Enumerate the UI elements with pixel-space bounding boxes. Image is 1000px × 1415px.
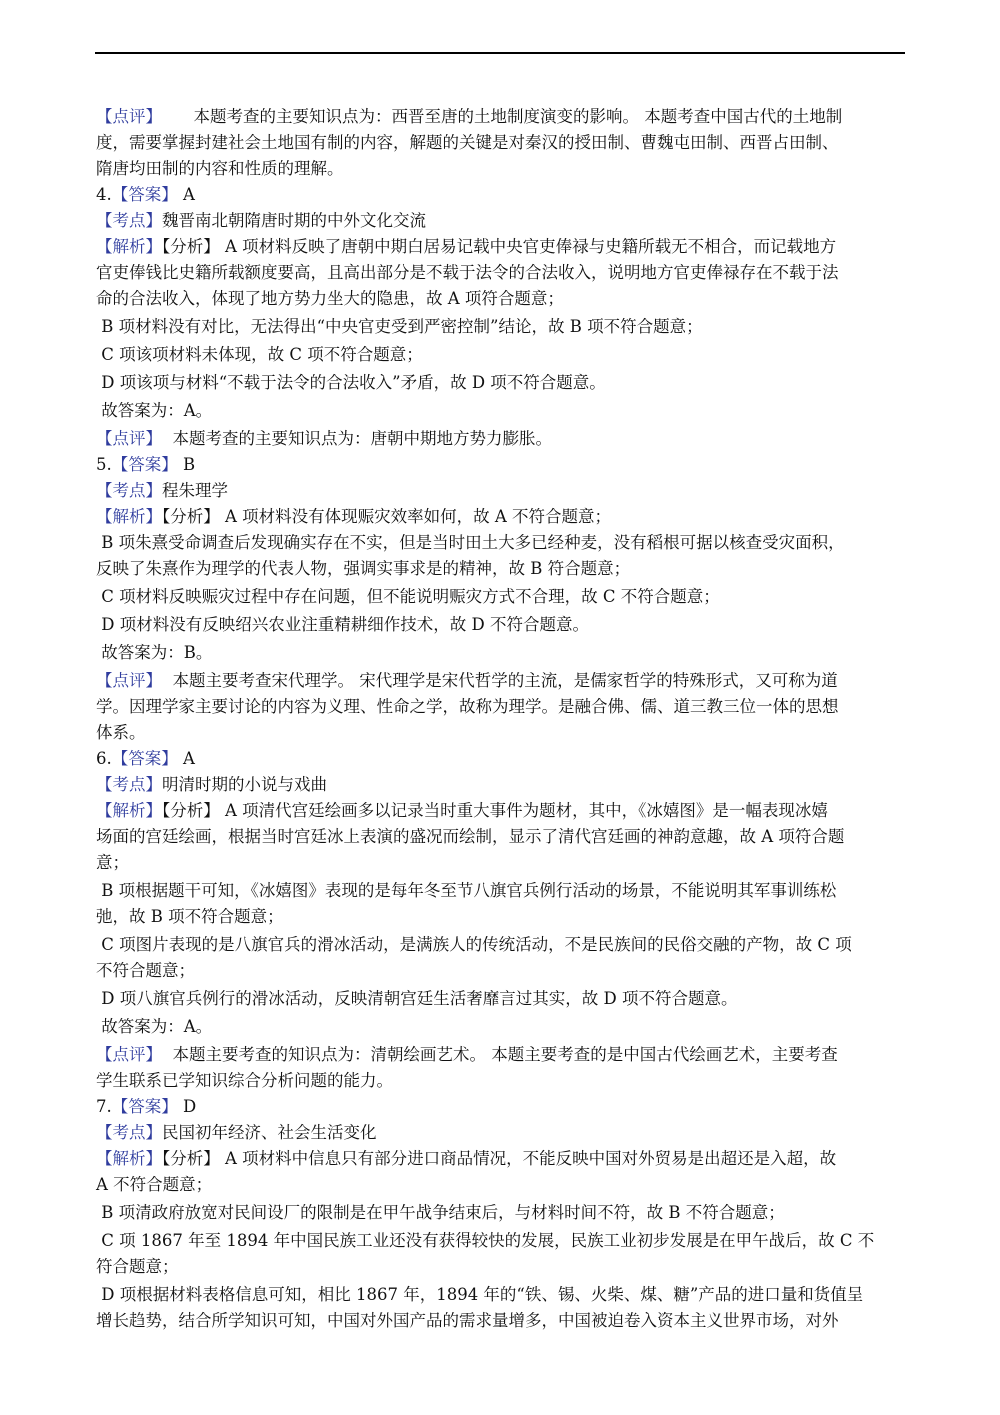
text-line: [96, 640, 896, 666]
line-text: 体系。: [96, 723, 146, 742]
text-line: [96, 314, 896, 340]
text-line: [96, 746, 896, 772]
text-line: [96, 1068, 896, 1094]
section-tag: 【考点】: [96, 481, 162, 500]
line-text: A: [177, 749, 195, 768]
line-text: 增长趋势，结合所学知识可知，中国对外国产品的需求量增多，中国被迫卷入资本主义世界市场，对外: [96, 1311, 839, 1330]
question-number: 5.: [96, 455, 112, 474]
line-text: B: [177, 455, 196, 474]
section-tag: 【点评】: [96, 429, 162, 448]
text-line: [96, 772, 896, 798]
line-text: C 项该项材料未体现，故 C 项不符合题意；: [96, 345, 423, 364]
text-line: [96, 286, 896, 312]
text-line: [96, 1308, 896, 1334]
text-line: [96, 530, 896, 556]
line-text: B 项根据题干可知，《冰嬉图》表现的是每年冬至节八旗官兵例行活动的场景，不能说明其军事训练松: [96, 881, 837, 900]
text-line: [96, 1254, 896, 1280]
text-line: [96, 878, 896, 904]
line-text: B 项朱熹受命调查后发现确实存在不实，但是当时田土大多已经种麦，没有稻根可据以核查受灾面积，: [96, 533, 845, 552]
section-tag: 【答案】: [111, 455, 178, 474]
text-line: [96, 504, 896, 530]
line-text: B 项清政府放宽对民间设厂的限制是在甲午战争结束后，与材料时间不符，故 B 不符合题意；: [96, 1203, 785, 1222]
line-text: 弛，故 B 项不符合题意；: [96, 907, 284, 926]
text-line: [96, 156, 896, 182]
question-number: 7.: [96, 1097, 112, 1116]
text-line: [96, 612, 896, 638]
section-tag: 【点评】: [96, 107, 162, 126]
text-line: [96, 824, 896, 850]
text-line: [96, 850, 896, 876]
line-text: 【分析】 A 项清代宫廷绘画多以记录当时重大事件为题材，其中，《冰嬉图》是一幅表现冰嬉: [162, 801, 828, 820]
text-line: [96, 1172, 896, 1198]
line-text: 学生联系已学知识综合分析问题的能力。: [96, 1071, 393, 1090]
line-text: D 项根据材料表格信息可知，相比 1867 年，1894 年的“铁、锡、火柴、煤、糖”产品的进口量和货值呈: [96, 1285, 864, 1304]
text-line: [96, 986, 896, 1012]
line-text: C 项材料反映赈灾过程中存在问题，但不能说明赈灾方式不合理，故 C 不符合题意；: [96, 587, 720, 606]
line-text: 故答案为：A。: [96, 1017, 213, 1036]
text-line: [96, 370, 896, 396]
text-line: [96, 130, 896, 156]
text-line: [96, 556, 896, 582]
line-text: A 不符合题意；: [96, 1175, 213, 1194]
text-line: [96, 1120, 896, 1146]
text-line: [96, 1200, 896, 1226]
line-text: 隋唐均田制的内容和性质的理解。: [96, 159, 344, 178]
question-number: 4.: [96, 185, 112, 204]
line-text: C 项 1867 年至 1894 年中国民族工业还没有获得较快的发展，民族工业初步发展是在甲午战后，故 C 不: [96, 1231, 875, 1250]
text-line: [96, 798, 896, 824]
line-text: 意；: [96, 853, 129, 872]
question-number: 6.: [96, 749, 112, 768]
section-tag: 【解析】: [96, 507, 162, 526]
text-line: [96, 904, 896, 930]
section-tag: 【考点】: [96, 1123, 162, 1142]
section-tag: 【答案】: [111, 1097, 178, 1116]
line-text: 本题主要考查宋代理学。 宋代理学是宋代哲学的主流，是儒家哲学的特殊形式，又可称为道: [162, 671, 838, 690]
section-tag: 【答案】: [111, 185, 178, 204]
line-text: B 项材料没有对比，无法得出“中央官吏受到严密控制”结论，故 B 项不符合题意；: [96, 317, 703, 336]
answer-content: [96, 104, 896, 1334]
line-text: D 项该项与材料“不载于法令的合法收入”矛盾，故 D 项不符合题意。: [96, 373, 606, 392]
line-text: 学。因理学家主要讨论的内容为义理、性命之学，故称为理学。是融合佛、儒、道三教三位一体的思想: [96, 697, 839, 716]
section-tag: 【点评】: [96, 1045, 162, 1064]
line-text: D 项八旗官兵例行的滑冰活动，反映清朝宫廷生活奢靡言过其实，故 D 项不符合题意。: [96, 989, 738, 1008]
line-text: 【分析】 A 项材料没有体现赈灾效率如何，故 A 不符合题意；: [162, 507, 612, 526]
line-text: 故答案为：B。: [96, 643, 213, 662]
section-tag: 【解析】: [96, 801, 162, 820]
line-text: 民国初年经济、社会生活变化: [162, 1123, 377, 1142]
text-line: [96, 584, 896, 610]
line-text: 本题考查的主要知识点为：唐朝中期地方势力膨胀。: [162, 429, 552, 448]
line-text: 不符合题意；: [96, 961, 195, 980]
section-tag: 【考点】: [96, 211, 162, 230]
text-line: [96, 398, 896, 424]
line-text: 明清时期的小说与戏曲: [162, 775, 327, 794]
line-text: D 项材料没有反映绍兴农业注重精耕细作技术，故 D 不符合题意。: [96, 615, 589, 634]
line-text: 度，需要掌握封建社会土地国有制的内容，解题的关键是对秦汉的授田制、曹魏屯田制、西晋占田制、: [96, 133, 839, 152]
text-line: [96, 452, 896, 478]
text-line: [96, 1014, 896, 1040]
line-text: 符合题意；: [96, 1257, 179, 1276]
line-text: 程朱理学: [162, 481, 228, 500]
line-text: 反映了朱熹作为理学的代表人物，强调实事求是的精神，故 B 符合题意；: [96, 559, 631, 578]
line-text: 官吏俸钱比史籍所载额度要高，且高出部分是不载于法令的合法收入，说明地方官吏俸禄存在不载于法: [96, 263, 839, 282]
line-text: 本题主要考查的知识点为：清朝绘画艺术。 本题主要考查的是中国古代绘画艺术，主要考查: [162, 1045, 838, 1064]
text-line: [96, 668, 896, 694]
text-line: [96, 694, 896, 720]
line-text: 命的合法收入，体现了地方势力坐大的隐患，故 A 项符合题意；: [96, 289, 564, 308]
line-text: 本题考查的主要知识点为：西晋至唐的土地制度演变的影响。 本题考查中国古代的土地制: [162, 107, 843, 126]
text-line: [96, 208, 896, 234]
line-text: 场面的宫廷绘画，根据当时宫廷冰上表演的盛况而绘制，显示了清代宫廷画的神韵意趣，故 A 项符合题: [96, 827, 845, 846]
text-line: [96, 182, 896, 208]
text-line: [96, 932, 896, 958]
text-line: [96, 1094, 896, 1120]
line-text: 故答案为：A。: [96, 401, 213, 420]
section-tag: 【答案】: [111, 749, 178, 768]
text-line: [96, 720, 896, 746]
text-line: [96, 958, 896, 984]
text-line: [96, 1228, 896, 1254]
text-line: [96, 342, 896, 368]
section-tag: 【解析】: [96, 1149, 162, 1168]
line-text: C 项图片表现的是八旗官兵的滑冰活动，是满族人的传统活动，不是民族间的民俗交融的产物，故 C 项: [96, 935, 852, 954]
line-text: A: [177, 185, 195, 204]
section-tag: 【点评】: [96, 671, 162, 690]
header-rule: [95, 52, 905, 54]
text-line: [96, 1146, 896, 1172]
line-text: 【分析】 A 项材料反映了唐朝中期白居易记载中央官吏俸禄与史籍所载无不相合，而记载地方: [162, 237, 837, 256]
line-text: D: [177, 1097, 197, 1116]
text-line: [96, 1282, 896, 1308]
text-line: [96, 1042, 896, 1068]
text-line: [96, 234, 896, 260]
line-text: 魏晋南北朝隋唐时期的中外文化交流: [162, 211, 426, 230]
text-line: [96, 426, 896, 452]
text-line: [96, 260, 896, 286]
text-line: [96, 478, 896, 504]
section-tag: 【考点】: [96, 775, 162, 794]
line-text: 【分析】 A 项材料中信息只有部分进口商品情况，不能反映中国对外贸易是出超还是入超，故: [162, 1149, 837, 1168]
text-line: [96, 104, 896, 130]
section-tag: 【解析】: [96, 237, 162, 256]
